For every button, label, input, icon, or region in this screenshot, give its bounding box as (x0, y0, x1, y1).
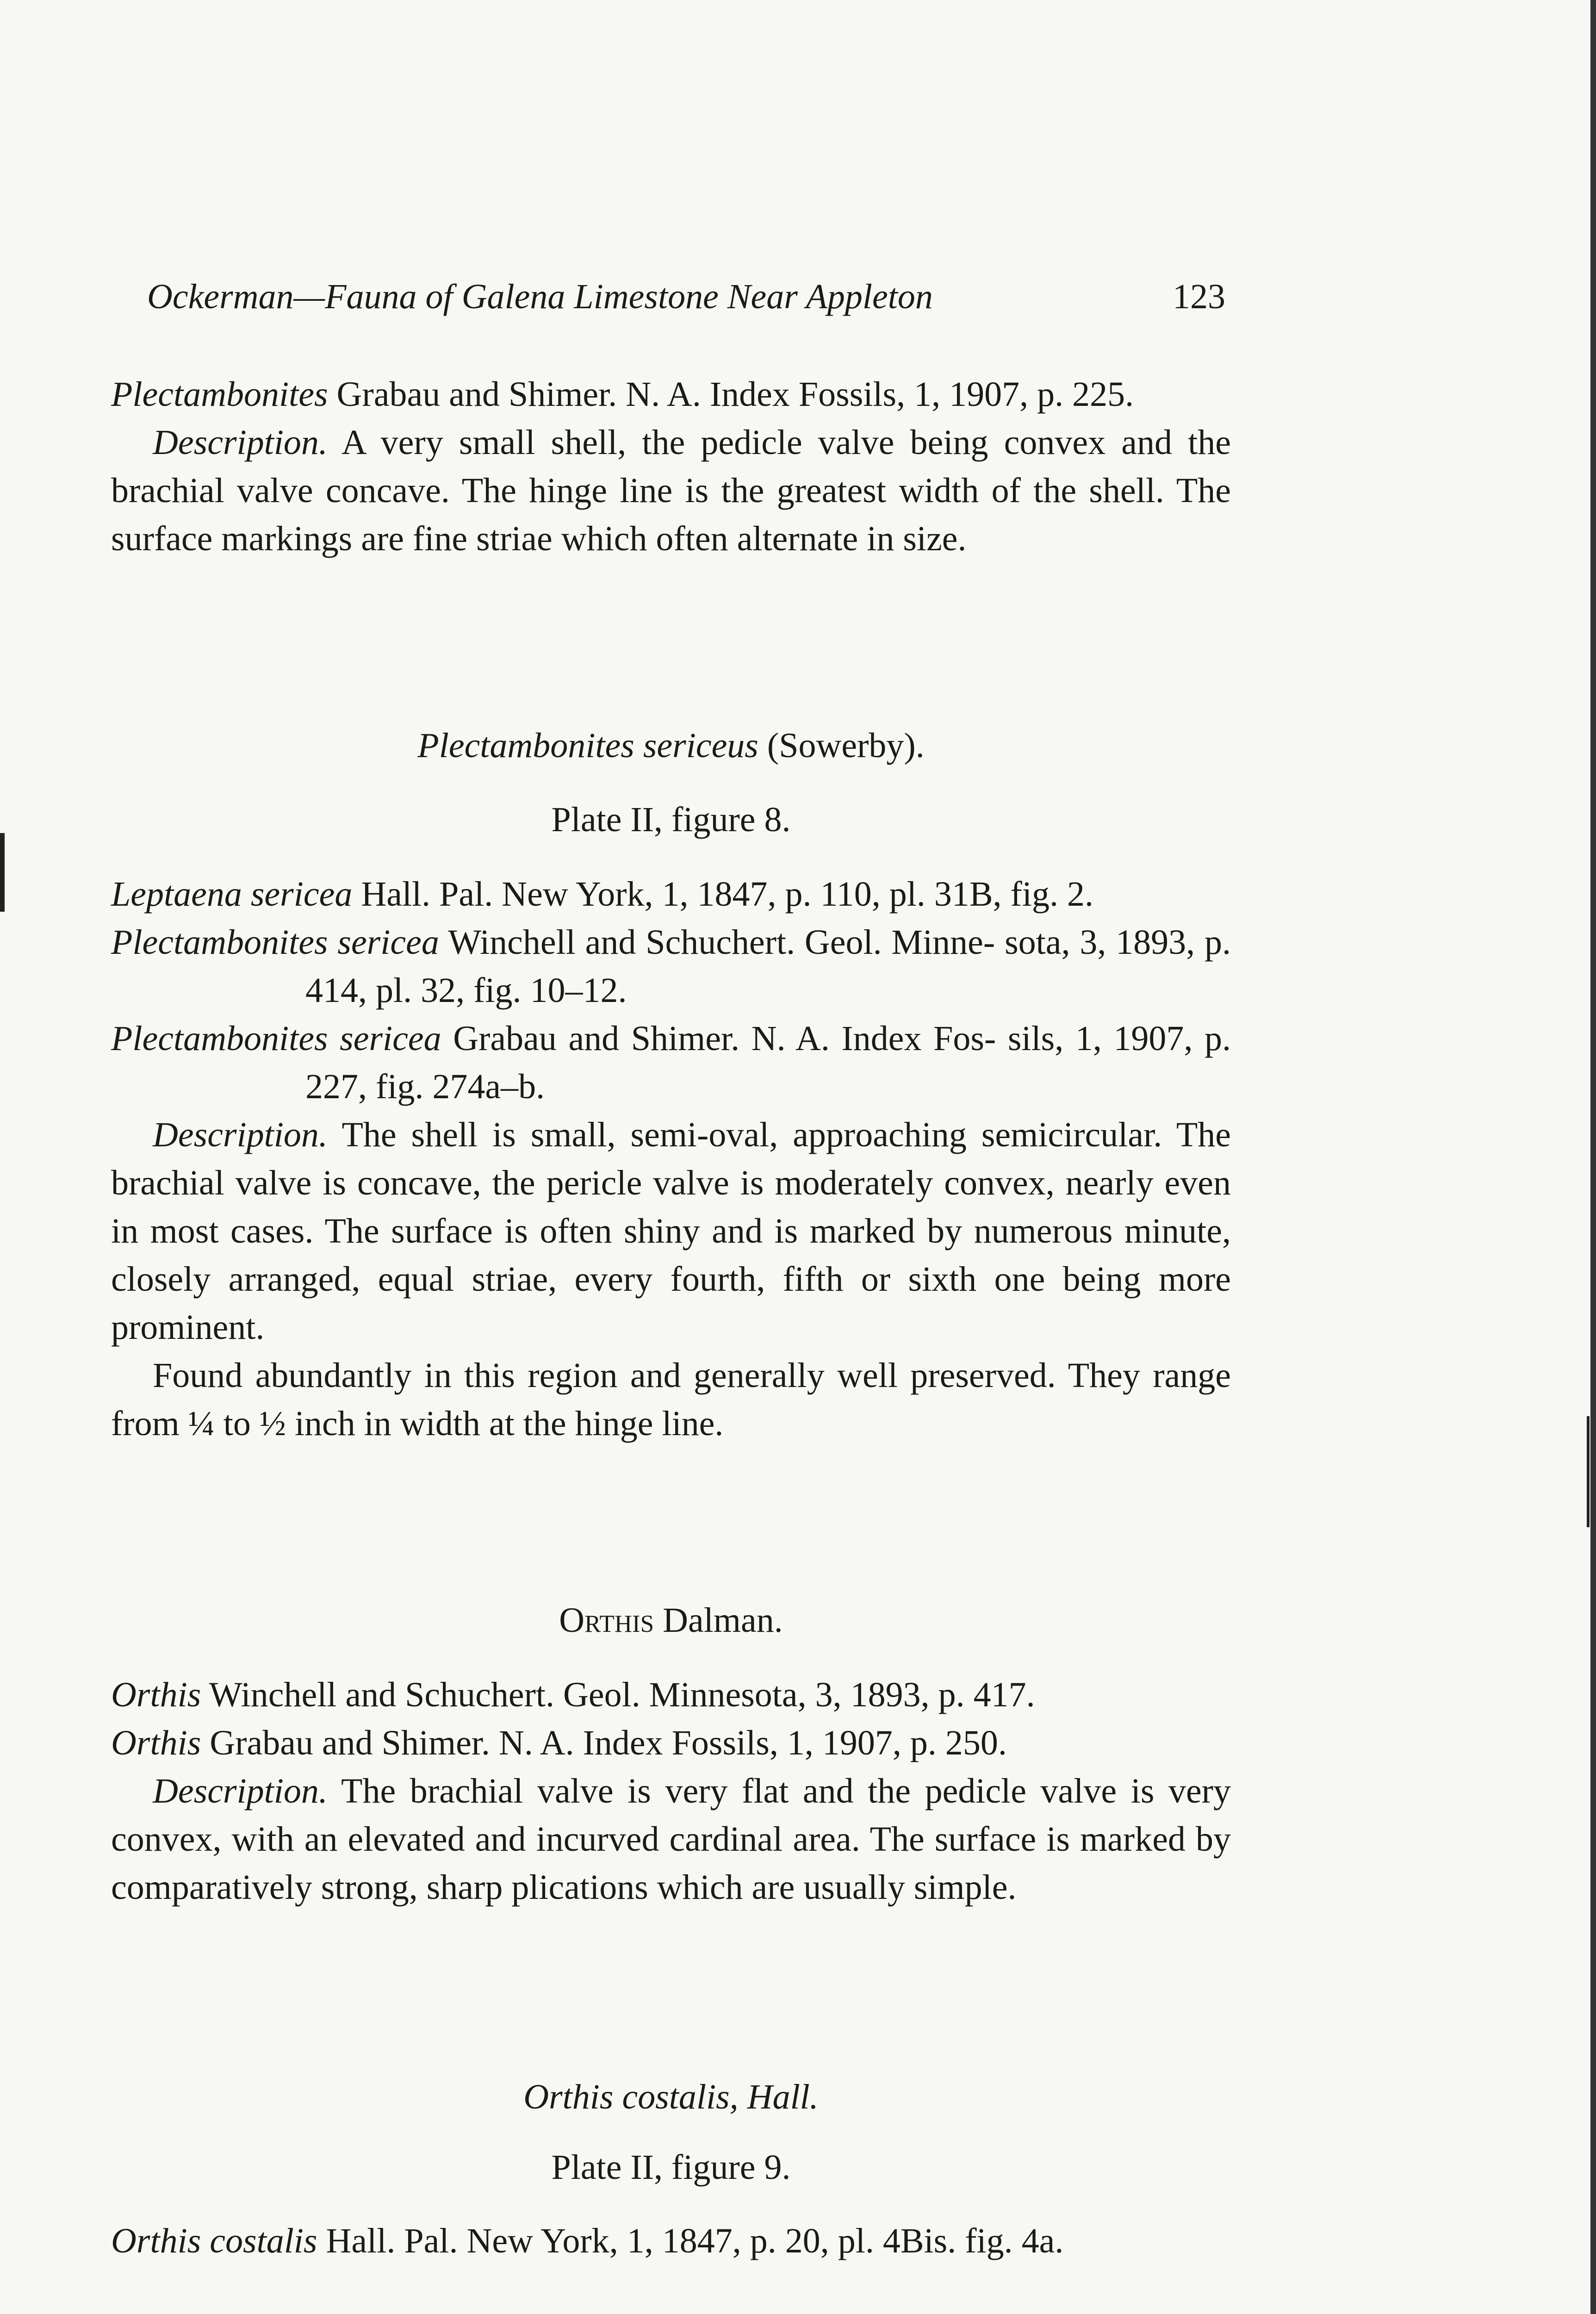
reference: Winchell and Schuchert. Geol. Minnesota, 3, 1893, p. (209, 1675, 965, 1714)
reference: Grabau and Shimer. N. A. Index Fossils, 1, 1907, (336, 375, 1029, 414)
taxon-name: Orthis (111, 1675, 201, 1714)
reference-cont: sota, 3, 1893, p. 414, pl. 32, fig. 10–12. (305, 923, 1231, 1010)
description-paragraph (111, 418, 1231, 563)
reference: Hall. Pal. New York, 1, 1847, p. 20, pl. 4Bis. (326, 2221, 956, 2260)
genus-name: Orthis (559, 1601, 654, 1640)
description-label: Description. (153, 423, 328, 462)
reference-cont: 417. (973, 1675, 1035, 1714)
description-text: The shell is small, semi-oval, approaching semicircular. The brachial valve is concave, the pericle valve is moderately convex, nearly even in most cases. The surface is often shiny and is marked by numerous minute, closely arranged, equal striae, every fourth, fifth or sixth one being more prominent. (111, 1115, 1231, 1347)
reference-cont: p. 225. (1037, 375, 1134, 414)
running-title: Ockerman—Fauna of Galena Limestone Near Appleton (147, 277, 933, 316)
reference: Grabau and Shimer. N. A. Index Fos- (453, 1019, 996, 1058)
species1-section (111, 870, 1231, 1448)
taxon-name: Orthis (111, 1723, 201, 1762)
synonymy-entry (111, 370, 1231, 418)
synonymy-entry (111, 1719, 1231, 1767)
genus2-heading (111, 1600, 1231, 1641)
scan-edge-mark-right (1587, 1416, 1590, 1527)
scan-edge-mark (0, 833, 5, 912)
description-text: A very small shell, the pedicle valve being convex and the brachial valve concave. The hinge line is the greatest width of the shell. The surface markings are fine striae which often alternate in size. (111, 423, 1231, 558)
species2-heading (111, 2077, 1231, 2117)
species1-plate: Plate II, figure 8. (551, 800, 791, 839)
reference: Hall. Pal. New York, 1, 1847, p. 110, pl. 31B, (361, 875, 1002, 914)
reference-cont: sils, 1, 1907, p. 227, fig. 274a–b. (305, 1019, 1231, 1106)
taxon-name: Plectambonites sericea (111, 923, 439, 962)
synonymy-entry (111, 1014, 1231, 1111)
genus1-section (111, 370, 1231, 563)
taxon-name: Orthis costalis (111, 2221, 317, 2260)
description-paragraph (111, 1111, 1231, 1351)
reference-cont: fig. 2. (1010, 875, 1093, 914)
genus-author: Dalman. (663, 1601, 783, 1640)
description-paragraph (111, 1767, 1231, 1911)
scan-edge-right (1590, 0, 1596, 2314)
taxon-name: Plectambonites sericea (111, 1019, 441, 1058)
species-name: Plectambonites sericeus (417, 726, 758, 765)
description-label: Description. (153, 1772, 328, 1810)
synonymy-entry (111, 2217, 1231, 2265)
species2-section (111, 2217, 1231, 2265)
species2-plate: Plate II, figure 9. (551, 2148, 791, 2187)
taxon-name: Plectambonites (111, 375, 328, 414)
synonymy-entry (111, 870, 1231, 918)
synonymy-entry (111, 1671, 1231, 1719)
occurrence-note: Found abundantly in this region and generally well preserved. They range from ¼ to ½ inch in width at the hinge line. (111, 1356, 1231, 1443)
genus2-section (111, 1671, 1231, 1911)
species-author: (Sowerby). (767, 726, 925, 765)
reference-cont: fig. 4a. (965, 2221, 1064, 2260)
reference: Winchell and Schuchert. Geol. Minne- (448, 923, 995, 962)
species1-heading (111, 726, 1231, 766)
running-header (147, 277, 1225, 323)
page-number: 123 (1173, 277, 1225, 316)
synonymy-entry (111, 918, 1231, 1014)
reference: Grabau and Shimer. N. A. Index Fossils, 1, 1907, p. 250. (210, 1723, 1007, 1762)
description-label: Description. (153, 1115, 328, 1154)
taxon-name: Leptaena sericea (111, 875, 353, 914)
species-name: Orthis costalis, Hall. (523, 2078, 819, 2116)
description-text: The brachial valve is very flat and the pedicle valve is very convex, with an elevated and incurved cardinal area. The surface is marked by comparatively strong, sharp plications which are usually simple. (111, 1772, 1231, 1907)
